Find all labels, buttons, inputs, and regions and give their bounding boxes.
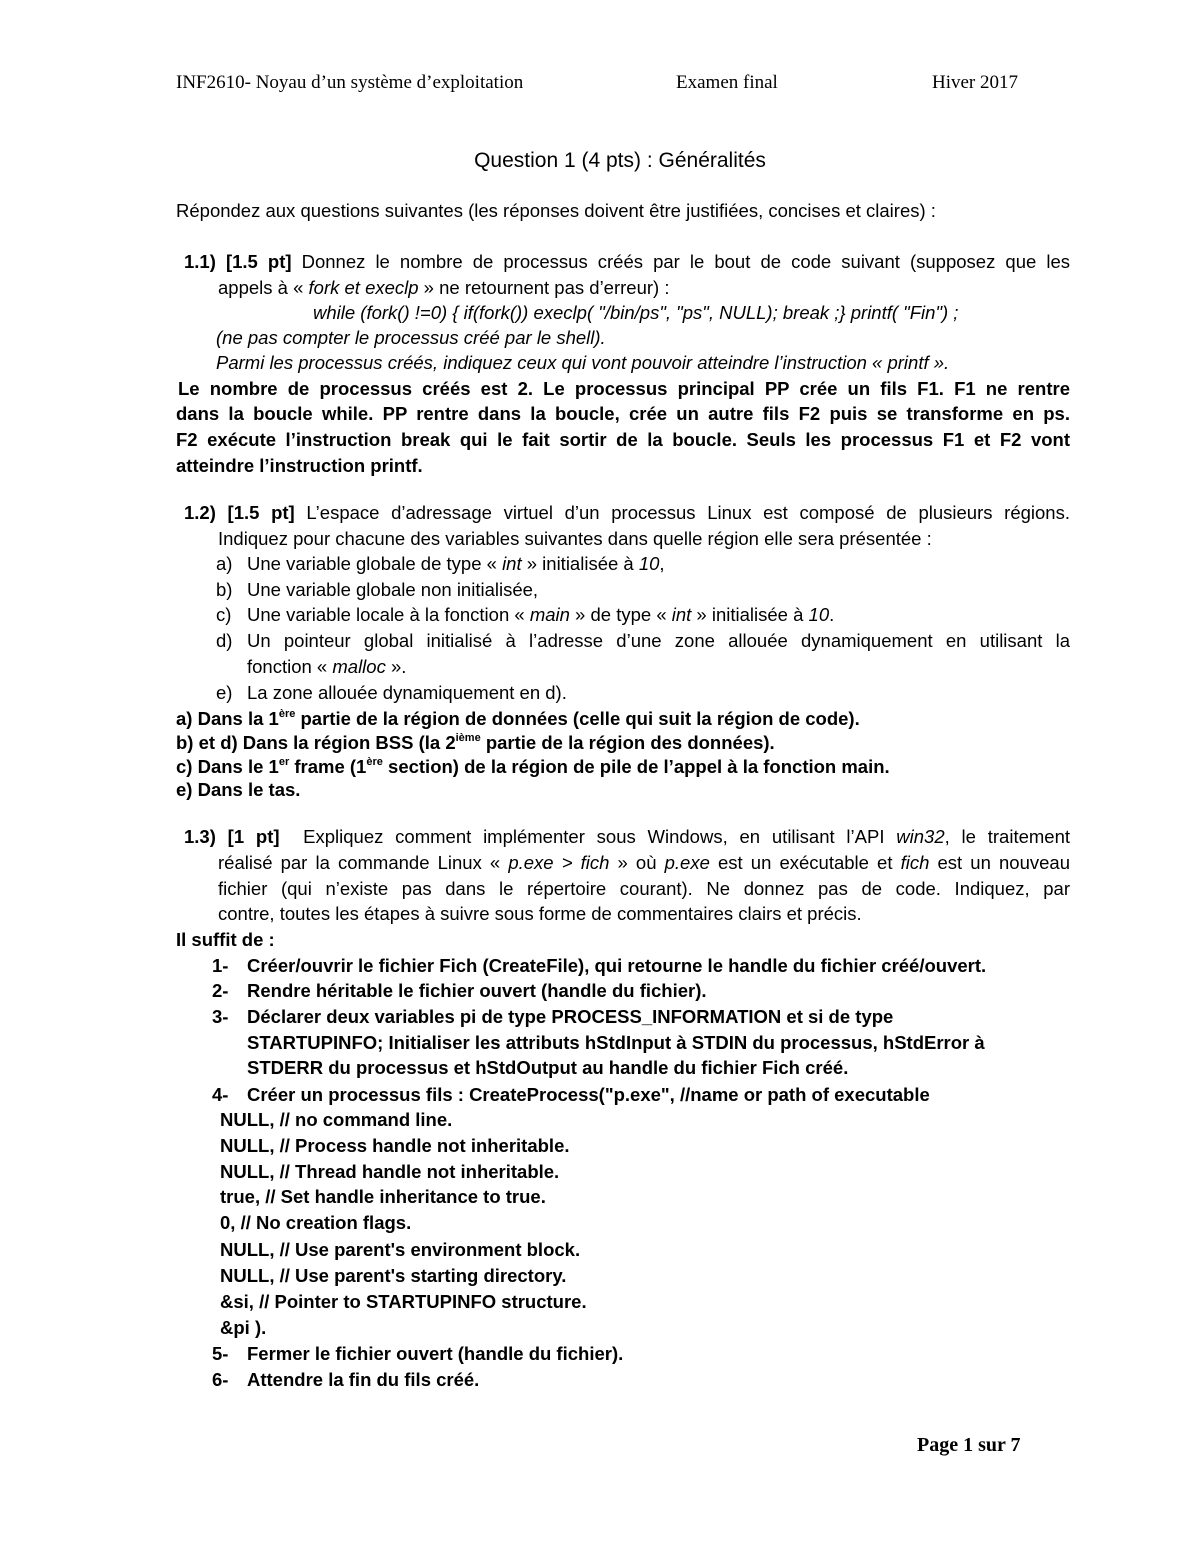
q2-line2: Indiquez pour chacune des variables suivantes dans quelle région elle sera présentée : [218,528,932,549]
q2-item-e: La zone allouée dynamiquement en d). [247,682,567,703]
q2-item-e-letter: e) [216,682,233,703]
q2-answer-a: a) Dans la 1ère partie de la région de données (celle qui suit la région de code). [176,708,860,729]
q1-line2-c: » ne retournent pas d’erreur) : [418,277,670,298]
q3-arg-3: NULL, // Thread handle not inheritable. [220,1161,560,1182]
q2-line1-text: L’espace d’adressage virtuel d’un processus Linux est composé de plusieurs régions. [306,502,1070,523]
q3-arg-6: NULL, // Use parent's environment block. [220,1239,581,1260]
q1-answer-line1: Le nombre de processus créés est 2. Le processus principal PP crée un fils F1. F1 ne rentre [178,378,1070,399]
q3-arg-5: 0, // No creation flags. [220,1212,412,1233]
q3-step3: Déclarer deux variables pi de type PROCESS_INFORMATION et si de type [247,1006,894,1027]
q3-step2: Rendre héritable le fichier ouvert (handle du fichier). [247,980,707,1001]
q2-answer-c: c) Dans le 1er frame (1ère section) de la région de pile de l’appel à la fonction main. [176,756,890,777]
q3-step5-num: 5- [212,1343,229,1364]
q1-ask: Parmi les processus créés, indiquez ceux qui vont pouvoir atteindre l’instruction « printf ». [216,352,950,373]
q3-arg-2: NULL, // Process handle not inheritable. [220,1135,570,1156]
q3-step6: Attendre la fin du fils créé. [247,1369,480,1390]
q3-step4: Créer un processus fils : CreateProcess("p.exe", //name or path of executable [247,1084,930,1105]
q3-arg-4: true, // Set handle inheritance to true. [220,1186,546,1207]
q1-line1-text: Donnez le nombre de processus créés par le bout de code suivant (supposez que les [301,251,1070,272]
q3-step2-num: 2- [212,980,229,1001]
q2-item-c-letter: c) [216,604,232,625]
q1-line2-a: appels à « [218,277,309,298]
q3-step1-num: 1- [212,955,229,976]
q2-item-d-cont: fonction « malloc ». [247,656,407,677]
q1-code: while (fork() !=0) { if(fork()) execlp( "/bin/ps", "ps", NULL); break ;} printf( "Fin") ; [313,302,959,323]
q1-number: 1.1) [1.5 pt] [184,251,292,272]
q3-arg-8: &si, // Pointer to STARTUPINFO structure. [220,1291,587,1312]
q1-line1 [184,249,1070,275]
q2-number: 1.2) [1.5 pt] [184,502,295,523]
q1-answer-line3: F2 exécute l’instruction break qui le fait sortir de la boucle. Seuls les processus F1 et F2 vont [176,429,1070,450]
q1-answer-line2: dans la boucle while. PP rentre dans la boucle, crée un autre fils F2 puis se transforme en ps. [176,403,1070,424]
q3-arg-1: NULL, // no command line. [220,1109,453,1130]
q3-step1: Créer/ouvrir le fichier Fich (CreateFile), qui retourne le handle du fichier créé/ouvert. [247,955,987,976]
q2-item-a: Une variable globale de type « int » initialisée à 10, [247,553,665,574]
q3-step3-cont2: STDERR du processus et hStdOutput au handle du fichier Fich créé. [247,1057,849,1078]
intro-text: Répondez aux questions suivantes (les réponses doivent être justifiées, concises et claires) : [176,200,936,221]
q2-item-b: Une variable globale non initialisée, [247,579,539,600]
q2-item-b-letter: b) [216,579,233,600]
header-exam: Examen final [676,72,778,93]
q3-suffit: Il suffit de : [176,929,275,950]
header-course: INF2610- Noyau d’un système d’exploitation [176,72,524,93]
q2-item-d: Un pointeur global initialisé à l’adresse d’une zone allouée dynamiquement en utilisant la [247,630,1070,651]
q3-line2: réalisé par la commande Linux « p.exe > fich » où p.exe est un exécutable et fich est un nouveau [218,852,1070,873]
header-term: Hiver 2017 [932,72,1019,93]
q2-answer-bd: b) et d) Dans la région BSS (la 2ième partie de la région des données). [176,732,775,753]
q3-step6-num: 6- [212,1369,229,1390]
q3-number: 1.3) [1 pt] [184,826,280,847]
q2-item-a-letter: a) [216,553,233,574]
q3-step5: Fermer le fichier ouvert (handle du fichier). [247,1343,624,1364]
q3-step3-num: 3- [212,1006,229,1027]
q3-arg-9: &pi ). [220,1317,267,1338]
q1-line2 [218,275,669,301]
q2-item-c: Une variable locale à la fonction « main » de type « int » initialisée à 10. [247,604,835,625]
q1-note: (ne pas compter le processus créé par le shell). [216,327,606,348]
question-title: Question 1 (4 pts) : Généralités [474,149,766,172]
q3-arg-7: NULL, // Use parent's starting directory. [220,1265,567,1286]
q3-step3-cont1: STARTUPINFO; Initialiser les attributs hStdInput à STDIN du processus, hStdError à [247,1032,985,1053]
q2-item-d-letter: d) [216,630,233,651]
q3-line3: fichier (qui n’existe pas dans le répertoire courant). Ne donnez pas de code. Indiquez, par [218,878,1070,899]
q1-line2-italic: fork et execlp [308,277,419,298]
q1-answer-line4: atteindre l’instruction printf. [176,455,423,476]
q3-line1: 1.3) [1 pt] Expliquez comment implémenter sous Windows, en utilisant l’API win32, le traitement [184,826,1071,847]
q3-line4: contre, toutes les étapes à suivre sous forme de commentaires clairs et précis. [218,903,862,924]
q2-line1 [184,500,1070,526]
q2-answer-e: e) Dans le tas. [176,779,301,800]
page-number: Page 1 sur 7 [917,1434,1021,1456]
q3-step4-num: 4- [212,1084,229,1105]
